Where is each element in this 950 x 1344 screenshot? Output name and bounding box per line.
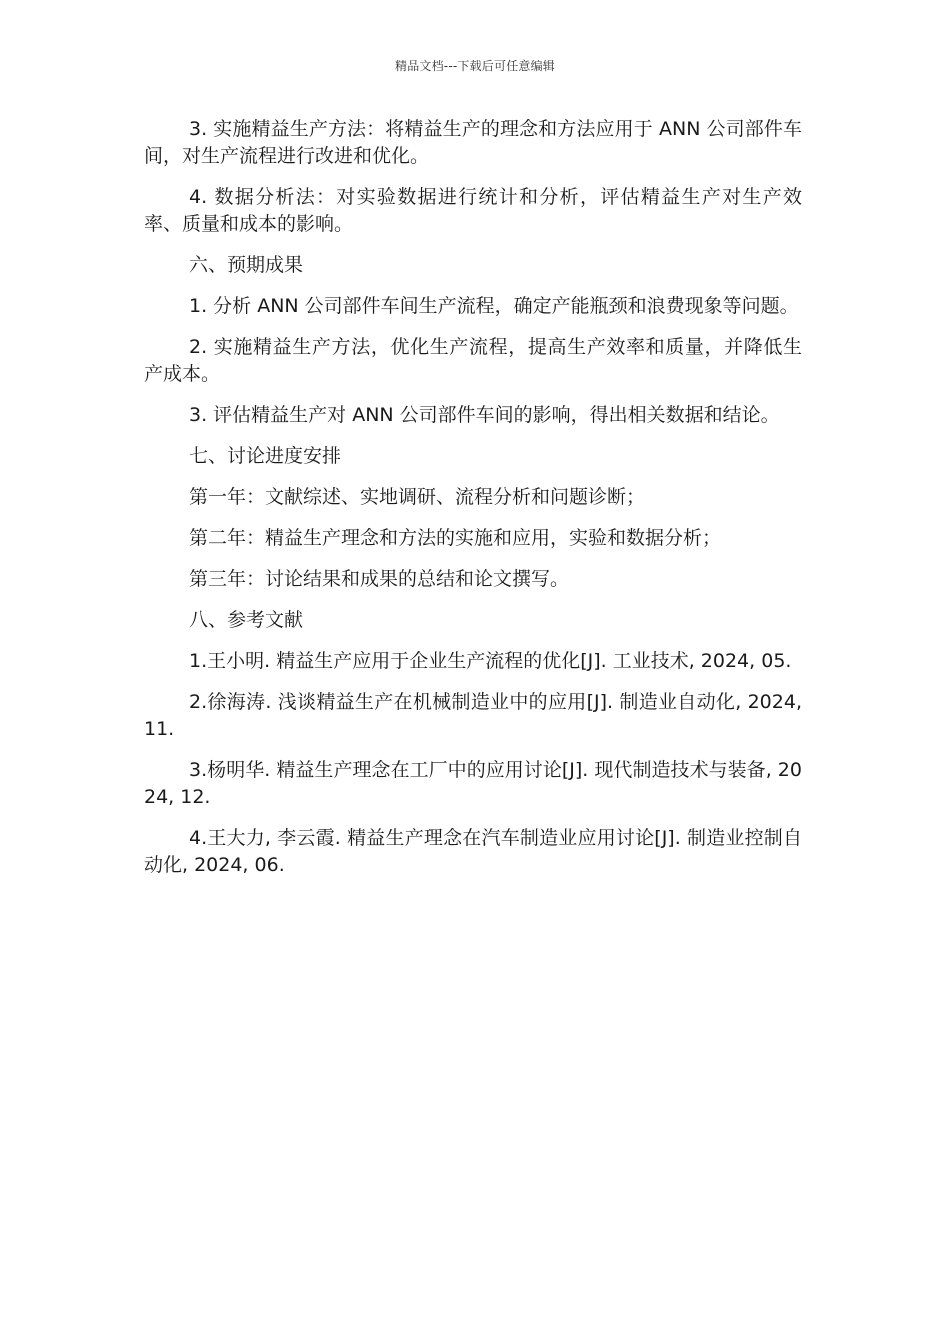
reference-item-2: 2.徐海涛. 浅谈精益生产在机械制造业中的应用[J]. 制造业自动化, 2024, 11.	[144, 691, 802, 740]
method-item-4: 4. 数据分析法：对实验数据进行统计和分析，评估精益生产对生产效率、质量和成本的影响。	[144, 186, 802, 235]
reference-item-1: 1.王小明. 精益生产应用于企业生产流程的优化[J]. 工业技术, 2024, 05.	[189, 650, 792, 672]
page-header: 精品文档---下载后可任意编辑	[395, 59, 555, 73]
section-heading-expected-results: 六、预期成果	[189, 254, 304, 276]
schedule-year-2: 第二年：精益生产理念和方法的实施和应用，实验和数据分析；	[189, 527, 722, 549]
result-item-1: 1. 分析 ANN 公司部件车间生产流程，确定产能瓶颈和浪费现象等问题。	[189, 295, 799, 317]
section-heading-schedule: 七、讨论进度安排	[189, 445, 342, 467]
section-heading-references: 八、参考文献	[189, 609, 304, 631]
schedule-year-1: 第一年：文献综述、实地调研、流程分析和问题诊断；	[189, 486, 646, 508]
document-body	[144, 116, 802, 893]
result-item-2: 2. 实施精益生产方法，优化生产流程，提高生产效率和质量，并降低生产成本。	[144, 336, 802, 385]
result-item-3: 3. 评估精益生产对 ANN 公司部件车间的影响，得出相关数据和结论。	[189, 404, 780, 426]
schedule-year-3: 第三年：讨论结果和成果的总结和论文撰写。	[189, 568, 570, 590]
reference-item-3: 3.杨明华. 精益生产理念在工厂中的应用讨论[J]. 现代制造技术与装备, 2024, 12.	[144, 759, 802, 808]
reference-item-4: 4.王大力, 李云霞. 精益生产理念在汽车制造业应用讨论[J]. 制造业控制自动化, 2024, 06.	[144, 827, 802, 876]
method-item-3: 3. 实施精益生产方法：将精益生产的理念和方法应用于 ANN 公司部件车间，对生产流程进行改进和优化。	[144, 118, 802, 167]
